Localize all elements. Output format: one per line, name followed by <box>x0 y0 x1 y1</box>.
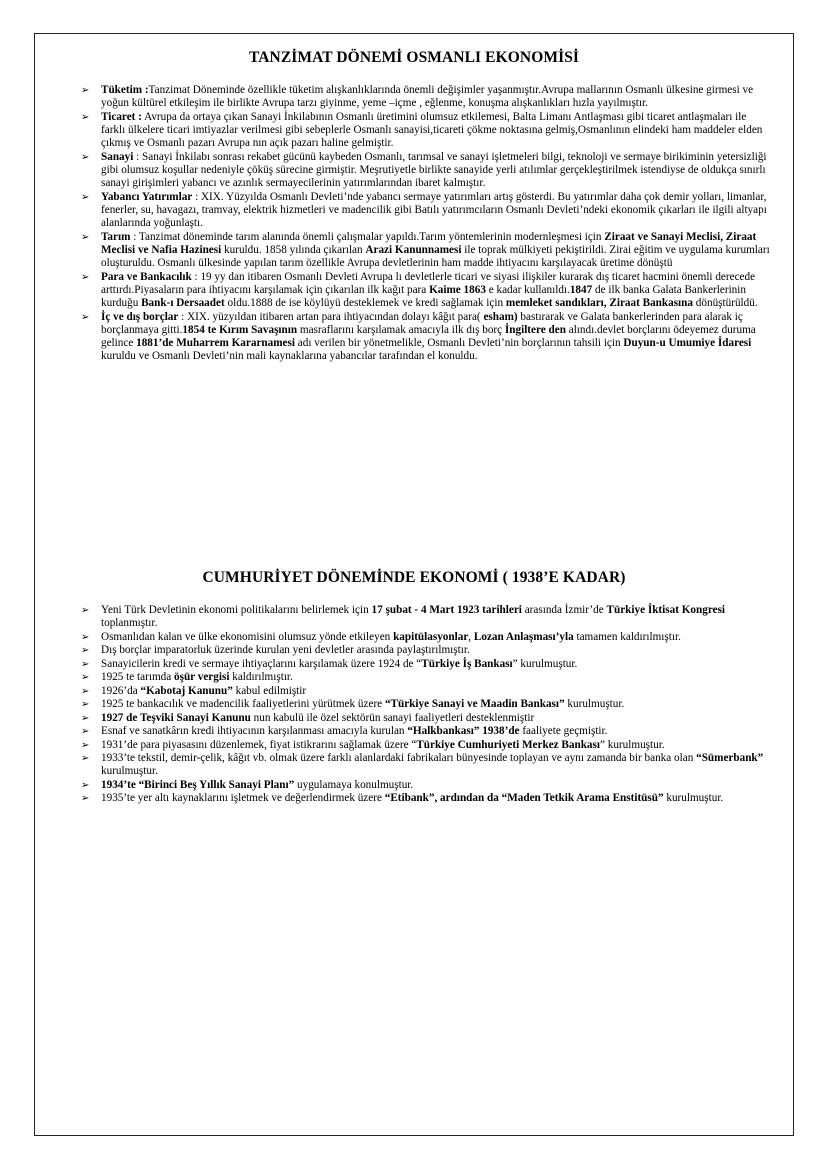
text: 1925 te bankacılık ve madencilik faaliyetlerini yürütmek üzere <box>101 698 385 711</box>
text: adı verilen bir yönetmelikle, Osmanlı Devleti’nin borçlarının tahsili için <box>295 337 624 350</box>
text: kaldırılmıştır. <box>229 671 293 684</box>
bold-text: 1847 <box>569 284 593 296</box>
text: kuruldu ve Osmanlı Devleti’nin mali kaynaklarına yabancılar tarafından el konuldu. <box>101 350 478 363</box>
bold-text: Tüketim : <box>101 84 149 96</box>
section-title-cumhuriyet: CUMHURİYET DÖNEMİNDE EKONOMİ ( 1938’E KADAR) <box>202 569 626 586</box>
text: 1931’de para piyasasını düzenlemek, fiyat istikrarını sağlamak üzere “ <box>101 738 417 751</box>
text: : XIX. Yüzyılda Osmanlı Devleti’nde yabancı sermaye yatırımları artış gösterdi. Bu yatırımlar daha çok demir yolları, limanlar, fenerler, su, havagazı, tramvay, elektrik hizmetleri ve madencilik gibi Batılı yatırımcıların Osmanlı Devleti’ndeki ekonomik çıkarları ile ilgili altyapı alanlarında yoğunlaştı. <box>101 190 767 230</box>
bold-text: 1934’te “Birinci Beş Yıllık Sanayi Planı” <box>101 778 295 791</box>
arrow-bullet-icon: ➢ <box>81 753 90 765</box>
bold-text: 1881’de Muharrem Kararnamesi <box>136 337 295 350</box>
text: kurulmuştur. <box>663 792 724 805</box>
text: : Sanayi İnkilabı sonrası rekabet gücünü kaybeden Osmanlı, tarımsal ve sanayi işletmeleri bilgi, teknoloji ve sermaye birikiminin yetersizliği gibi olumsuz koşullar nedeniyle çöküş sürecine girmiştir. Meşrutiyetle birlikte sanayide yerli atılımlar gerçekleştirilmek istendiyse de oldukça sınırlı sanayi girişimleri yabancı ve azınlık sermayecilerinin yatırımlarından ibaret kalmıştır. <box>101 150 767 190</box>
list-item <box>81 644 771 657</box>
text: Tanzimat Döneminde özellikle tüketim alışkanlıklarında önemli değişimler yaşanmıştır.Avrupa mallarının Osmanlı ülkesine girmesi ve yoğun kültürel etkileşim ile birlikte Avrupa tarzı giyinme, yeme –içme , eğlenme, konuşma alışkanlıkları hızla yayılmıştır. <box>101 84 754 110</box>
text: 1933’te tekstil, demir-çelik, kâğıt vb. olmak üzere farklı alanlardaki fabrikaları bünyesinde toplayan ve aynı zamanda bir banka olan <box>101 752 697 765</box>
bold-text: memleket sandıkları, Ziraat Bankasına <box>505 297 693 310</box>
bold-text: Türkiye İktisat Kongresi <box>606 604 726 616</box>
text: kuruldu. 1858 yılında çıkarılan <box>221 244 366 256</box>
text: arasında İzmir’de <box>521 604 607 616</box>
text: Yeni Türk Devletinin ekonomi politikalarını belirlemek için <box>101 604 372 616</box>
arrow-bullet-icon: ➢ <box>81 111 90 123</box>
text: kurulmuştur. <box>101 765 158 778</box>
text: Sanayicilerin kredi ve sermaye ihtiyaçlarını karşılamak üzere 1924 de “ <box>101 657 422 670</box>
list-item <box>81 84 771 110</box>
text: : XIX. yüzyıldan itibaren artan para ihtiyacından dolayı kâğıt para( <box>178 310 484 323</box>
list-item <box>81 311 771 364</box>
text: , <box>468 630 474 643</box>
text: uygulamaya konulmuştur. <box>294 778 414 791</box>
text: faaliyete geçmiştir. <box>519 725 608 738</box>
arrow-bullet-icon: ➢ <box>81 645 90 657</box>
bold-text: Kaime 1863 <box>429 284 486 296</box>
bold-text: esham) <box>483 310 518 323</box>
list-item <box>81 151 771 191</box>
bold-text: İngiltere den <box>504 324 566 336</box>
bold-text: Arazi Kanunnamesi <box>365 244 462 256</box>
text: kurulmuştur. <box>564 698 625 711</box>
arrow-bullet-icon: ➢ <box>81 605 90 616</box>
text: oldu.1888 de ise köylüyü desteklemek ve kredi sağlamak için <box>224 297 506 310</box>
text: dönüştürüldü. <box>693 297 758 310</box>
list-item <box>81 712 771 725</box>
text: nun kabulü ile özel sektörün sanayi faaliyetleri desteklenmiştir <box>250 711 535 724</box>
arrow-bullet-icon: ➢ <box>81 631 90 643</box>
text: Esnaf ve sanatkârın kredi ihtiyacının karşılanması amacıyla kurulan <box>101 725 408 738</box>
bold-text: Türkiye Cumhuriyeti Merkez Bankası <box>416 738 600 751</box>
text: e kadar kullanıldı. <box>485 284 570 296</box>
text: Avrupa da ortaya çıkan Sanayi İnkilabının Osmanlı üretimini olumsuz etkilemesi, Balta Limanı Antlaşması gibi ticaret antlaşmaları ile farklı ülkelere ticari imtiyazlar verilmesi gibi sebeplerle Osmanlı sanayisi,ticareti çökme noktasına gelmiş,Osmanlının elindeki ham maddeler elden çıkmış ve Osmanlı pazarı Avrupa nın açık pazarı haline gelmiştir. <box>101 110 763 150</box>
bold-text: 1927 de Teşviki Sanayi Kanunu <box>101 711 251 724</box>
cumhuriyet-list <box>81 604 771 806</box>
arrow-bullet-icon: ➢ <box>81 712 90 724</box>
text: bastırarak ve Galata bankerlerinden para alarak iç borçlanmaya gitti. <box>101 310 743 336</box>
text: : 19 yy dan itibaren Osmanlı Devleti Avrupa lı devletlerle ticari ve siyasi ilişkiler kurarak dış ticaret hacmini önemli derecede arttırdı.Piyasaların para ihtiyacını karşılamak için çıkarılan ilk kağıt para <box>101 270 756 296</box>
list-item <box>81 111 771 151</box>
bold-text: 17 şubat - 4 Mart 1923 tarihleri <box>371 604 522 616</box>
bold-text: Tarım <box>101 230 131 243</box>
bold-text: “Sümerbank” <box>696 752 764 765</box>
list-item <box>81 725 771 738</box>
tanzimat-list <box>81 84 771 364</box>
list-item <box>81 792 771 805</box>
arrow-bullet-icon: ➢ <box>81 85 90 96</box>
list-item <box>81 604 771 630</box>
bold-text: Yabancı Yatırımlar <box>101 190 193 203</box>
list-item <box>81 631 771 644</box>
text: de ilk banka Galata Bankerlerinin kurduğu <box>101 284 746 310</box>
bold-text: “Kabotaj Kanunu” <box>140 684 233 697</box>
bold-text: Para ve Bankacılık <box>101 270 192 283</box>
list-item <box>81 671 771 684</box>
bold-text: Ziraat ve Sanayi Meclisi, Ziraat Meclisi ve Nafia Hazinesi <box>101 230 757 256</box>
bold-text: 1854 te Kırım Savaşının <box>182 324 298 336</box>
text: 1926’da <box>101 684 141 697</box>
text: kabul edilmiştir <box>232 684 307 697</box>
section-title-tanzimat: TANZİMAT DÖNEMİ OSMANLI EKONOMİSİ <box>248 49 580 66</box>
arrow-bullet-icon: ➢ <box>81 793 90 805</box>
text: : Tanzimat döneminde tarım alanında önemli çalışmalar yapıldı.Tarım yöntemlerinin modernleşmesi için <box>130 230 605 243</box>
bold-text: Ticaret : <box>101 110 142 123</box>
arrow-bullet-icon: ➢ <box>81 672 90 684</box>
arrow-bullet-icon: ➢ <box>81 685 90 697</box>
bold-text: “Türkiye Sanayi ve Maadin Bankası” <box>384 698 565 711</box>
list-item <box>81 739 771 752</box>
bold-text: İç ve dış borçlar <box>101 310 179 323</box>
arrow-bullet-icon: ➢ <box>81 191 90 203</box>
bold-text: Lozan Anlaşması’yla <box>473 630 574 643</box>
list-item <box>81 698 771 711</box>
arrow-bullet-icon: ➢ <box>81 726 90 738</box>
list-item <box>81 271 771 311</box>
bold-text: Türkiye İş Bankası <box>421 657 513 670</box>
text: toplanmıştır. <box>101 617 158 630</box>
arrow-bullet-icon: ➢ <box>81 699 90 711</box>
text: Dış borçlar imparatorluk üzerinde kurulan yeni devletler arasında paylaştırılmıştır. <box>101 644 470 657</box>
arrow-bullet-icon: ➢ <box>81 231 90 243</box>
text: Osmanlıdan kalan ve ülke ekonomisini olumsuz yönde etkileyen <box>101 630 394 643</box>
list-item <box>81 779 771 792</box>
list-item <box>81 752 771 778</box>
arrow-bullet-icon: ➢ <box>81 151 90 163</box>
list-item <box>81 658 771 671</box>
text: ” kurulmuştur. <box>512 657 578 670</box>
arrow-bullet-icon: ➢ <box>81 739 90 751</box>
bold-text: öşür vergisi <box>174 671 230 684</box>
arrow-bullet-icon: ➢ <box>81 779 90 791</box>
text: 1935’te yer altı kaynaklarını işletmek ve değerlendirmek üzere <box>101 792 385 805</box>
bold-text: “Etibank”, ardından da “Maden Tetkik Arama Enstitüsü” <box>384 792 664 805</box>
bold-text: Bank-ı Dersaadet <box>141 297 225 310</box>
arrow-bullet-icon: ➢ <box>81 658 90 670</box>
bold-text: Duyun-u Umumiye İdaresi <box>623 337 752 350</box>
arrow-bullet-icon: ➢ <box>81 311 90 323</box>
arrow-bullet-icon: ➢ <box>81 271 90 283</box>
text: masraflarını karşılamak amacıyla ilk dış borç <box>297 324 505 336</box>
text: tamamen kaldırılmıştır. <box>573 630 681 643</box>
list-item <box>81 231 771 271</box>
bold-text: Sanayi <box>101 150 134 163</box>
text: ” kurulmuştur. <box>599 738 665 751</box>
bold-text: kapitülasyonlar <box>393 630 469 643</box>
list-item <box>81 191 771 231</box>
text: 1925 te tarımda <box>101 671 175 684</box>
list-item <box>81 685 771 698</box>
bold-text: “Halkbankası” 1938’de <box>407 725 520 738</box>
text: ile toprak mülkiyeti pekiştirildi. Zirai eğitim ve uygulama kurumları oluşturuldu. Osmanlı ülkesinde yapılan tarım özellikle Avrupa devletlerinin ham madde ihtiyacını karşılayacak üretime dönüştü <box>101 244 770 270</box>
text: alındı.devlet borçlarını ödeyemez duruma gelince <box>101 324 756 350</box>
